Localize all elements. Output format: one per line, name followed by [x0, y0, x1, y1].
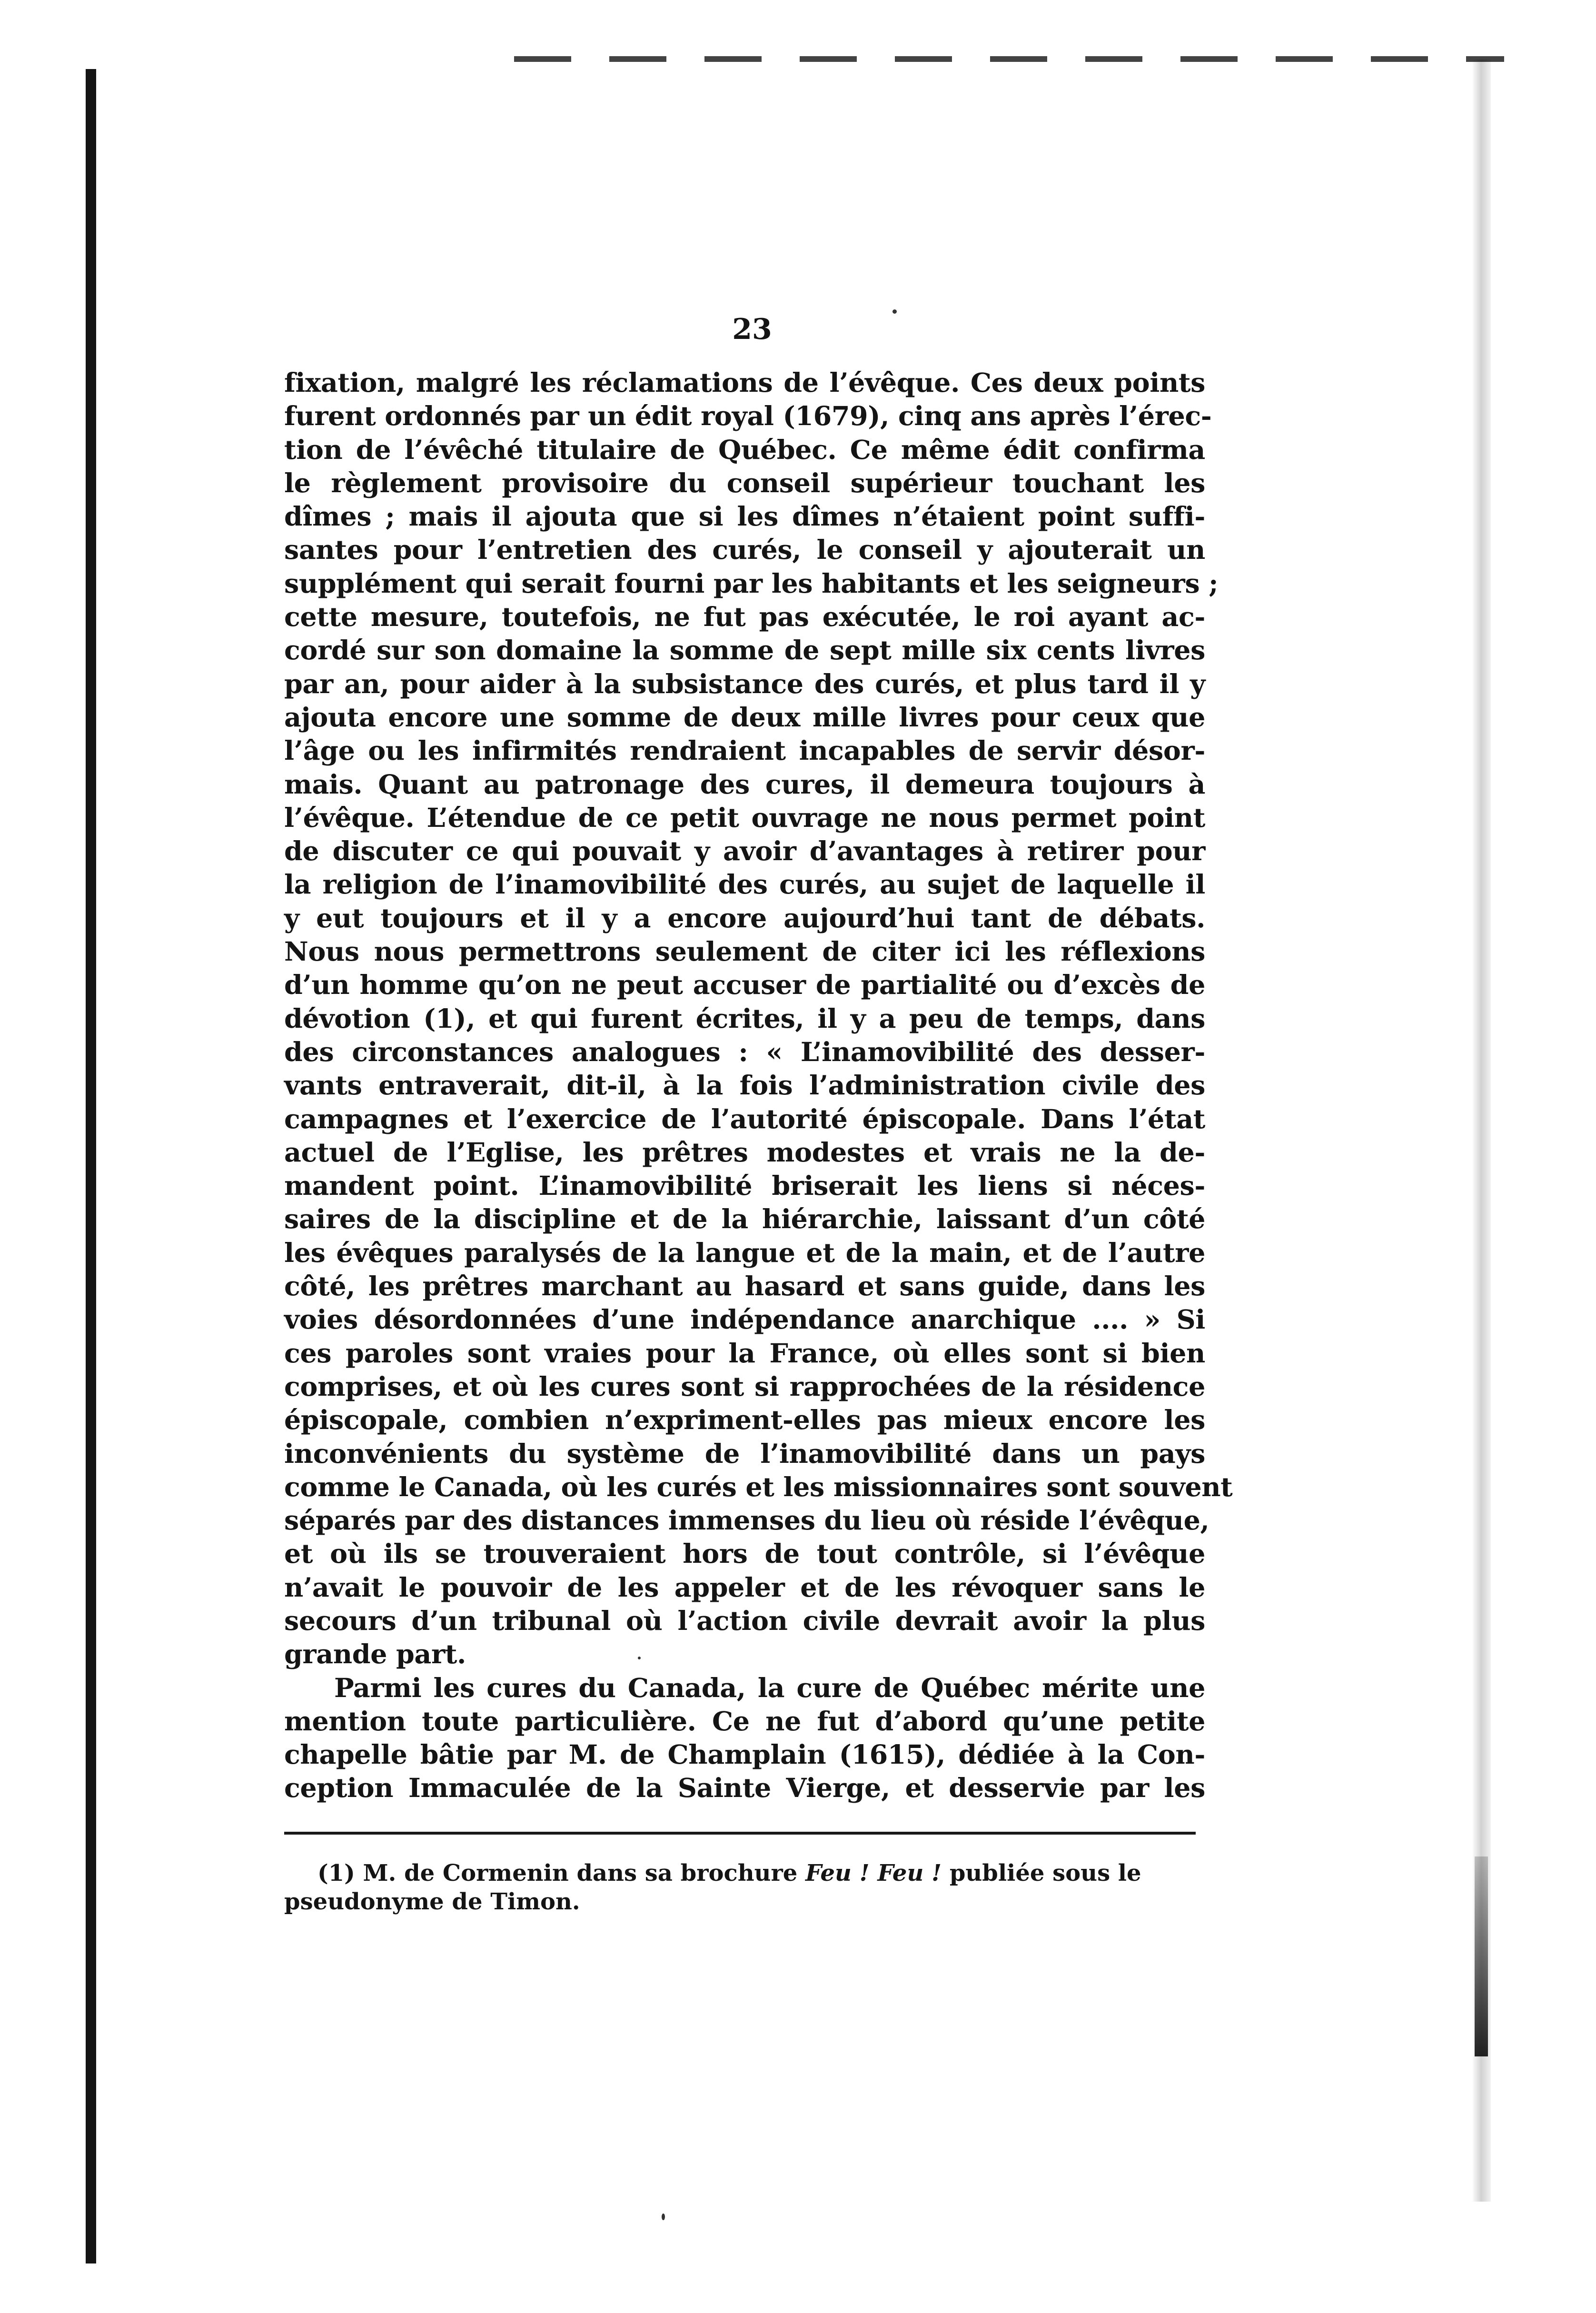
- text-line: ajouta encore une somme de deux mille livres pour ceux que: [284, 702, 1205, 733]
- text-line: grande part.: [284, 1639, 466, 1670]
- body-text: [284, 367, 1233, 1806]
- text-line: Nous nous permettrons seulement de citer ici les réflexions: [284, 936, 1205, 968]
- text-line: comprises, et où les cures sont si rapprochées de la résidence: [284, 1371, 1205, 1402]
- text-line: campagnes et l’exercice de l’autorité épiscopale. Dans l’état: [284, 1103, 1205, 1135]
- text-line: ces paroles sont vraies pour la France, où elles sont si bien: [284, 1338, 1205, 1369]
- footnote-title: Feu ! Feu !: [805, 1860, 942, 1886]
- text-line: secours d’un tribunal où l’action civile devrait avoir la plus: [284, 1605, 1205, 1637]
- text-line: côté, les prêtres marchant au hasard et sans guide, dans les: [284, 1271, 1205, 1302]
- text-line: furent ordonnés par un édit royal (1679), cinq ans après l’érec-: [284, 401, 1212, 432]
- text-line: l’évêque. L’étendue de ce petit ouvrage ne nous permet point: [284, 802, 1205, 834]
- text-line: de discuter ce qui pouvait y avoir d’avantages à retirer pour: [284, 836, 1205, 867]
- text-line: des circonstances analogues : « L’inamovibilité des desser-: [284, 1036, 1205, 1068]
- text-line: les évêques paralysés de la langue et de la main, et de l’autre: [284, 1237, 1205, 1269]
- text-line: vants entraverait, dit-il, à la fois l’administration civile des: [284, 1070, 1205, 1102]
- text-line: tion de l’évêché titulaire de Québec. Ce même édit confirma: [284, 434, 1205, 466]
- text-line: comme le Canada, où les curés et les missionnaires sont souvent: [284, 1471, 1233, 1503]
- text-line: par an, pour aider à la subsistance des curés, et plus tard il y: [284, 668, 1205, 700]
- footnote-text: M. de Cormenin dans sa brochure: [363, 1860, 798, 1886]
- text-line: séparés par des distances immenses du lieu où réside l’évêque,: [284, 1505, 1209, 1537]
- footnote: [284, 1859, 1205, 1916]
- text-line: supplément qui serait fourni par les habitants et les seigneurs ;: [284, 568, 1219, 599]
- footnote-marker: (1): [317, 1860, 355, 1886]
- footnote-line: [284, 1859, 1205, 1887]
- text-line: mention toute particulière. Ce ne fut d’abord qu’une petite: [284, 1706, 1205, 1737]
- text-line: saires de la discipline et de la hiérarchie, laissant d’un côté: [284, 1204, 1205, 1235]
- text-line: Parmi les cures du Canada, la cure de Québec mérite une: [334, 1672, 1205, 1704]
- text-line: voies désordonnées d’une indépendance anarchique .... » Si: [284, 1304, 1205, 1336]
- scan-top-edge: [514, 56, 1504, 62]
- text-line: santes pour l’entretien des curés, le conseil y ajouterait un: [284, 535, 1205, 566]
- scan-speck: [892, 309, 897, 314]
- scan-binding-edge: [86, 69, 96, 2263]
- text-line: n’avait le pouvoir de les appeler et de les révoquer sans le: [284, 1572, 1205, 1603]
- text-line: épiscopale, combien n’expriment-elles pas mieux encore les: [284, 1405, 1205, 1436]
- footnote-line: pseudonyme de Timon.: [284, 1888, 580, 1915]
- text-line: mandent point. L’inamovibilité briserait les liens si néces-: [284, 1171, 1205, 1202]
- text-line: dîmes ; mais il ajouta que si les dîmes n’étaient point suffi-: [284, 501, 1205, 533]
- text-line: inconvénients du système de l’inamovibilité dans un pays: [284, 1438, 1205, 1469]
- text-line: actuel de l’Eglise, les prêtres modestes et vrais ne la de-: [284, 1137, 1205, 1168]
- page-number: 23: [732, 313, 772, 346]
- text-line: cette mesure, toutefois, ne fut pas exécutée, le roi ayant ac-: [284, 602, 1205, 633]
- text-line: le règlement provisoire du conseil supérieur touchant les: [284, 467, 1205, 499]
- text-line: fixation, malgré les réclamations de l’évêque. Ces deux points: [284, 367, 1205, 398]
- text-line: l’âge ou les infirmités rendraient incapables de servir désor-: [284, 735, 1205, 767]
- text-line: ception Immaculée de la Sainte Vierge, et desservie par les: [284, 1773, 1205, 1804]
- text-line: mais. Quant au patronage des cures, il demeura toujours à: [284, 769, 1205, 800]
- text-line: y eut toujours et il y a encore aujourd’hui tant de débats.: [284, 903, 1205, 934]
- paragraph-2: [284, 1672, 1205, 1806]
- text-line: et où ils se trouveraient hors de tout contrôle, si l’évêque: [284, 1539, 1205, 1570]
- footnote-divider: [284, 1832, 1196, 1835]
- text-line: chapelle bâtie par M. de Champlain (1615), dédiée à la Con-: [284, 1739, 1205, 1771]
- footnote-text: publiée sous le: [949, 1860, 1141, 1886]
- text-line: d’un homme qu’on ne peut accuser de partialité ou d’excès de: [284, 970, 1205, 1001]
- text-line: cordé sur son domaine la somme de sept mille six cents livres: [284, 635, 1205, 666]
- text-line: la religion de l’inamovibilité des curés, au sujet de laquelle il: [284, 869, 1205, 901]
- text-line: dévotion (1), et qui furent écrites, il y a peu de temps, dans: [284, 1003, 1205, 1034]
- scan-right-edge-shadow: [1475, 1856, 1488, 2056]
- paragraph-1: [284, 367, 1233, 1672]
- scan-speck: [662, 2214, 665, 2220]
- scan-speck: [638, 1657, 641, 1659]
